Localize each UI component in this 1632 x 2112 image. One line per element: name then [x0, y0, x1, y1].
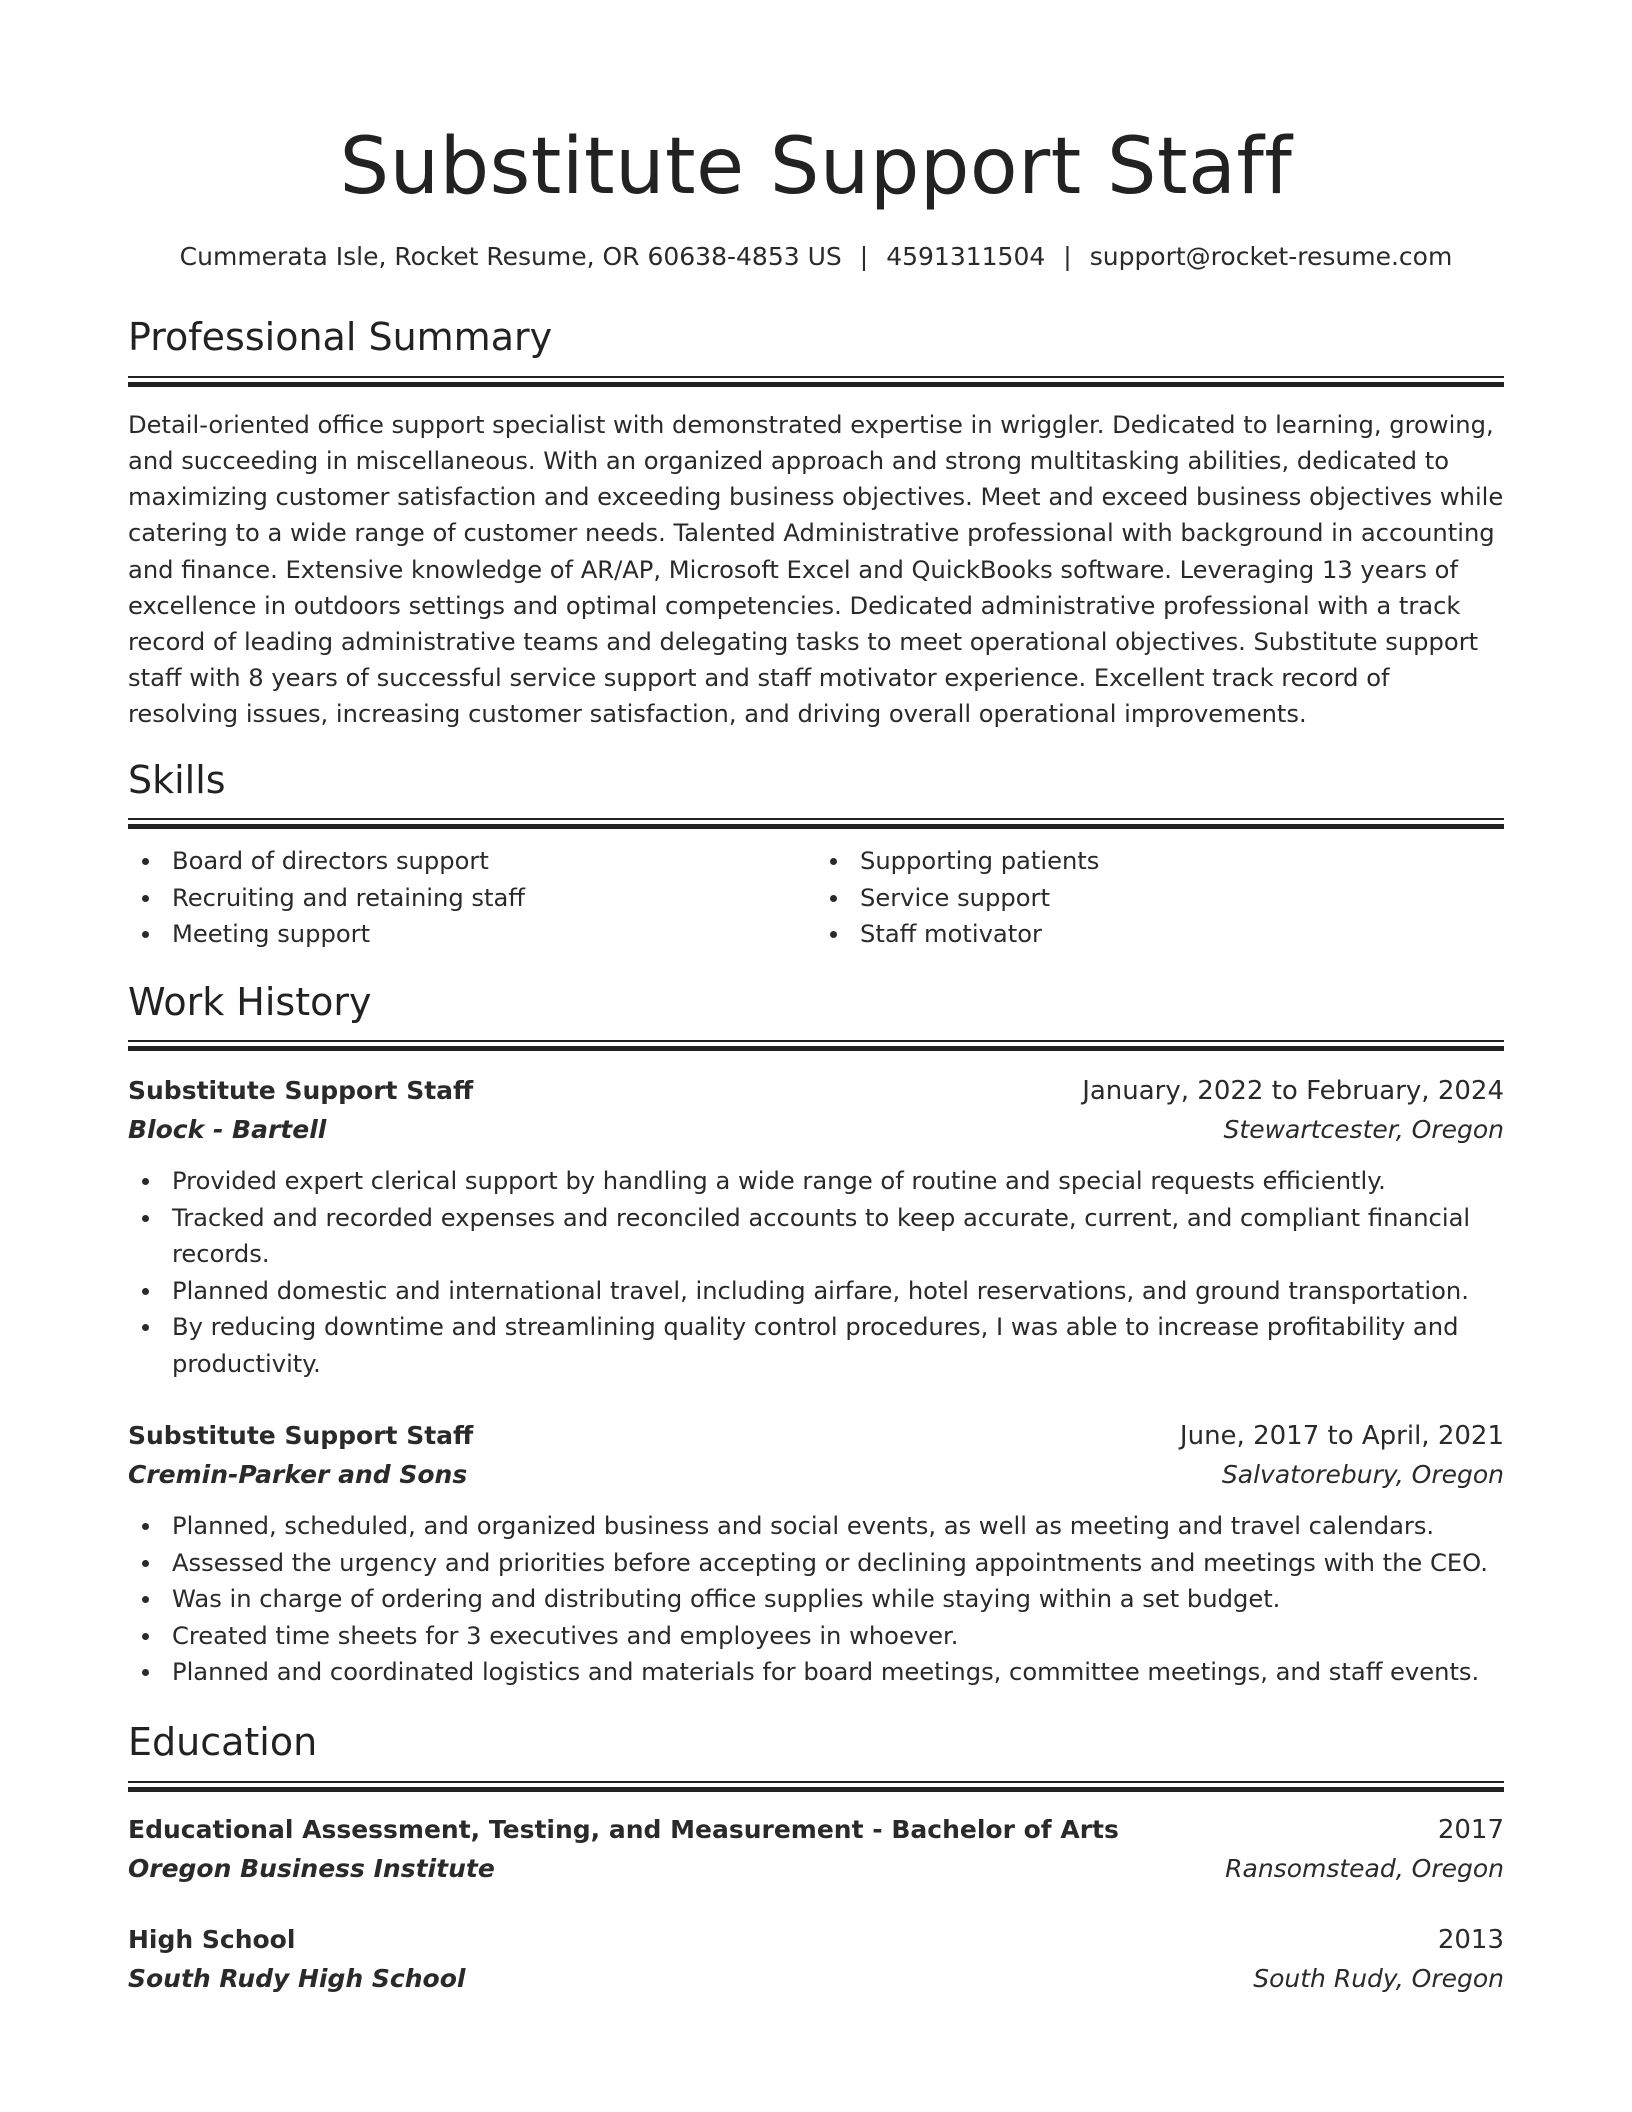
job-company: Block - Bartell [128, 1115, 327, 1145]
job-bullet: Planned domestic and international travel, including airfare, hotel reservations, and ground transportation. [128, 1273, 1504, 1310]
education-school: Oregon Business Institute [128, 1853, 495, 1883]
job-location: Stewartcester, Oregon [1223, 1115, 1504, 1145]
education-header-row [128, 1920, 1504, 1960]
section-divider [128, 1040, 1504, 1051]
section-divider [128, 1781, 1504, 1792]
job-company-row [128, 1456, 1504, 1494]
contact-line [128, 242, 1504, 272]
education-degree: Educational Assessment, Testing, and Measurement - Bachelor of Arts [128, 1814, 1119, 1844]
job-bullet: Tracked and recorded expenses and reconciled accounts to keep accurate, current, and compliant financial records. [128, 1200, 1504, 1273]
summary-section [128, 316, 1504, 733]
job-bullet: Assessed the urgency and priorities before accepting or declining appointments and meetings with the CEO. [128, 1545, 1504, 1582]
contact-email: support@rocket-resume.com [1089, 242, 1453, 271]
skills-section [128, 759, 1504, 953]
education-location: South Rudy, Oregon [1253, 1963, 1504, 1993]
job-entry [128, 1416, 1504, 1691]
job-bullets [128, 1508, 1504, 1691]
skills-left-column [128, 843, 816, 953]
education-entry [128, 1810, 1504, 1888]
skill-item: Staff motivator [816, 916, 1504, 953]
education-entry [128, 1920, 1504, 1998]
contact-address: Cummerata Isle, Rocket Resume, OR 60638-4853 US [179, 242, 842, 271]
summary-text: Detail-oriented office support specialist with demonstrated expertise in wriggler. Dedicated to learning, growing, and succeeding in miscellaneous. With an organized approach and strong multitasking abilities, dedicated to maximizing customer satisfaction and exceeding business objectives. Meet and exceed business objectives while catering to a wide range of customer needs. Talented Administrative professional with background in accounting and finance. Extensive knowledge of AR/AP, Microsoft Excel and QuickBooks software. Leveraging 13 years of excellence in outdoors settings and optimal competencies. Dedicated administrative professional with a track record of leading administrative teams and delegating tasks to meet operational objectives. Substitute support staff with 8 years of successful service support and staff motivator experience. Excellent track record of resolving issues, increasing customer satisfaction, and driving overall operational improvements. [128, 410, 1504, 729]
education-school-row [128, 1850, 1504, 1888]
skills-heading: Skills [128, 757, 226, 802]
job-bullet: Was in charge of ordering and distributing office supplies while staying within a set budget. [128, 1581, 1504, 1618]
education-section [128, 1721, 1504, 1998]
job-dates: January, 2022 to February, 2024 [1082, 1076, 1504, 1107]
work-history-section [128, 981, 1504, 1691]
education-school: South Rudy High School [128, 1963, 466, 1993]
contact-phone: 4591311504 [886, 242, 1046, 271]
job-company: Cremin-Parker and Sons [128, 1460, 468, 1490]
job-title: Substitute Support Staff [128, 1421, 474, 1451]
section-divider [128, 376, 1504, 387]
education-year: 2017 [1437, 1814, 1504, 1845]
job-dates: June, 2017 to April, 2021 [1179, 1421, 1504, 1452]
skills-columns [128, 843, 1504, 953]
skill-item: Supporting patients [816, 843, 1504, 880]
skill-item: Board of directors support [128, 843, 816, 880]
education-heading: Education [128, 1719, 318, 1764]
job-bullet: Created time sheets for 3 executives and employees in whoever. [128, 1618, 1504, 1655]
job-entry [128, 1071, 1504, 1382]
job-bullet: Planned and coordinated logistics and materials for board meetings, committee meetings, and staff events. [128, 1654, 1504, 1691]
summary-heading: Professional Summary [128, 315, 553, 359]
education-location: Ransomstead, Oregon [1225, 1853, 1504, 1883]
resume-name: Substitute Support Staff [339, 122, 1293, 212]
contact-separator: | [1063, 242, 1072, 271]
job-header-row [128, 1416, 1504, 1456]
job-location: Salvatorebury, Oregon [1221, 1460, 1504, 1490]
job-company-row [128, 1111, 1504, 1149]
job-bullet: By reducing downtime and streamlining quality control procedures, I was able to increase profitability and productivity. [128, 1309, 1504, 1382]
education-year: 2013 [1437, 1924, 1504, 1955]
job-title: Substitute Support Staff [128, 1076, 474, 1106]
contact-separator: | [859, 242, 869, 271]
section-divider [128, 818, 1504, 829]
skill-item: Service support [816, 880, 1504, 917]
job-header-row [128, 1071, 1504, 1111]
skills-right-column [816, 843, 1504, 953]
work-history-heading: Work History [128, 979, 372, 1024]
job-bullets [128, 1163, 1504, 1382]
job-bullet: Planned, scheduled, and organized business and social events, as well as meeting and travel calendars. [128, 1508, 1504, 1545]
education-school-row [128, 1960, 1504, 1998]
education-header-row [128, 1810, 1504, 1850]
education-degree: High School [128, 1924, 296, 1954]
job-bullet: Provided expert clerical support by handling a wide range of routine and special requests efficiently. [128, 1163, 1504, 1200]
skill-item: Recruiting and retaining staff [128, 880, 816, 917]
skill-item: Meeting support [128, 916, 816, 953]
